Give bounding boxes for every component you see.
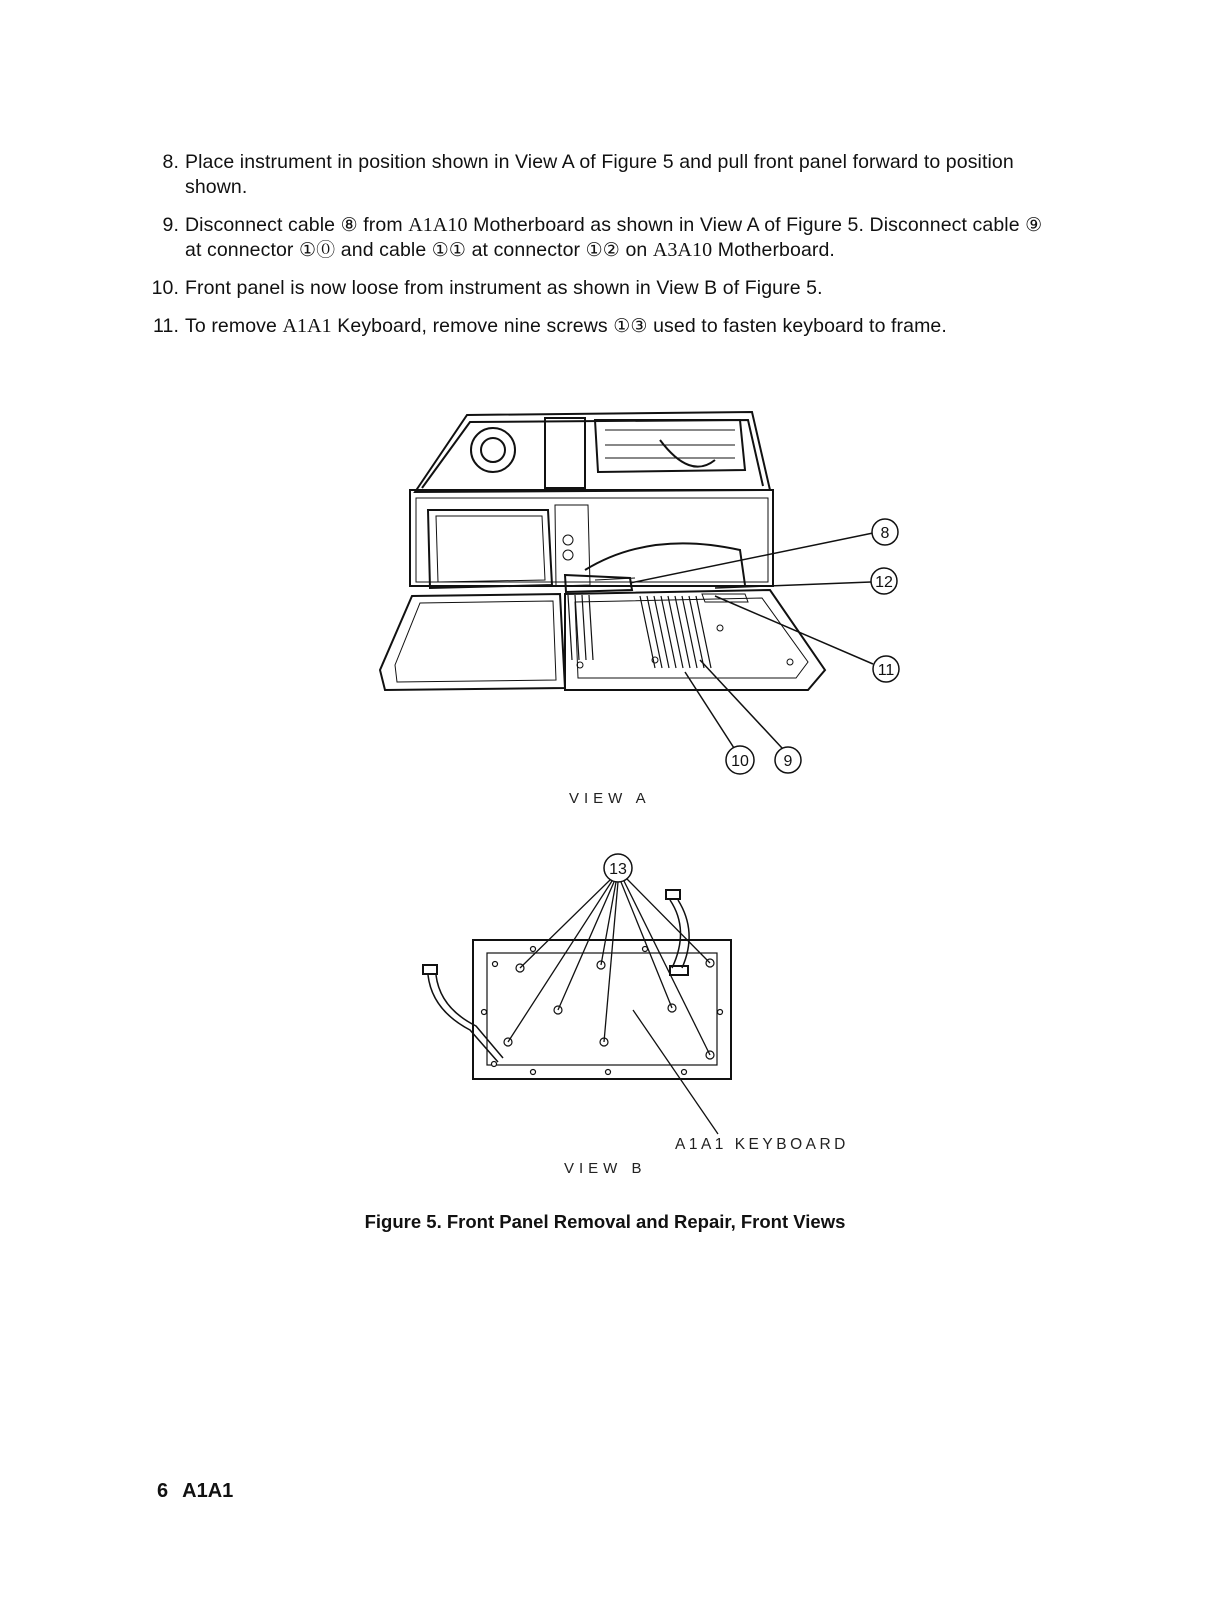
step-number: 9. (162, 214, 179, 236)
page-number: 6 (157, 1480, 169, 1502)
section-label: A1A1 (182, 1480, 234, 1502)
step-number: 10. (151, 277, 179, 299)
step-text: Disconnect cable ⑧ from A1A10 Motherboard as shown in View A of Figure 5. Disconnect cable ⑨ at connector ①⓪ and cable ①① at connector ①② on A3A10 Motherboard. (185, 214, 1043, 261)
callout-12-label: 12 (875, 574, 893, 591)
step-text: Place instrument in position shown in View A of Figure 5 and pull front panel forward to position shown. (185, 151, 1014, 198)
step-number: 8. (162, 151, 179, 173)
step-text: To remove A1A1 Keyboard, remove nine screws ①③ used to fasten keyboard to frame. (185, 315, 947, 337)
callout-8-label: 8 (880, 525, 890, 542)
page-footer (157, 1480, 247, 1503)
view-a-label: VIEW A (569, 790, 651, 807)
step-number: 11. (153, 315, 179, 337)
step-text: Front panel is now loose from instrument as shown in View B of Figure 5. (185, 277, 823, 299)
callout-9-label: 9 (783, 753, 793, 770)
callout-13-label: 13 (609, 861, 627, 878)
callout-10-label: 10 (731, 753, 749, 770)
view-b-label: VIEW B (564, 1160, 647, 1177)
figure-caption: Figure 5. Front Panel Removal and Repair, Front Views (364, 1211, 846, 1232)
view-b-illustration (423, 890, 731, 1079)
callout-11-label: 11 (877, 662, 895, 679)
keyboard-label: A1A1 KEYBOARD (675, 1136, 849, 1153)
